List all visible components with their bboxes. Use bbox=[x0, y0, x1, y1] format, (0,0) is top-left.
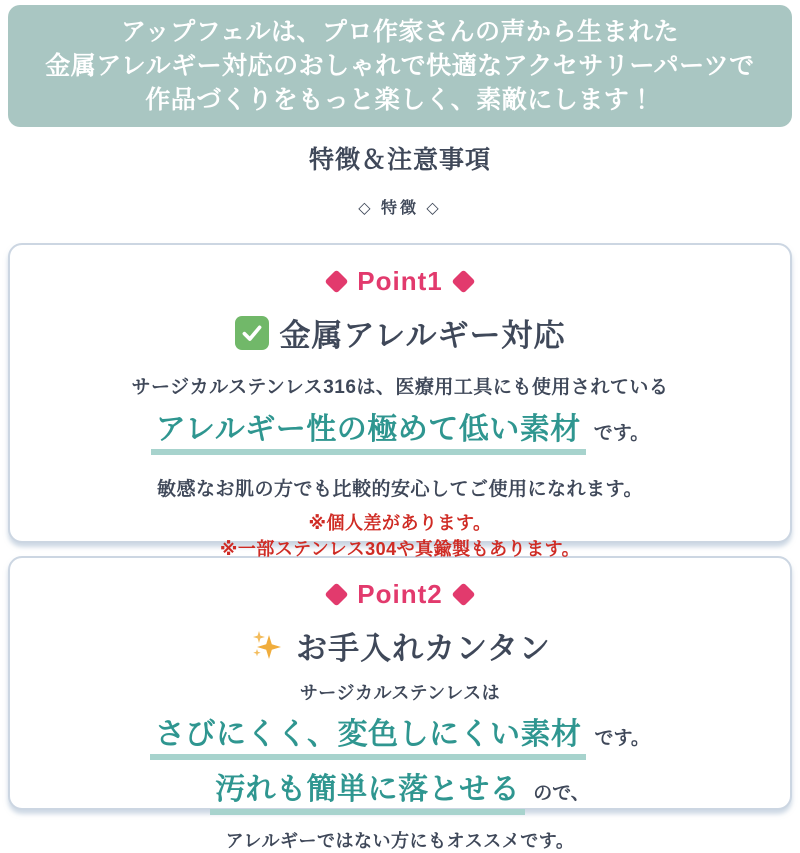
feature-card-point1 bbox=[8, 243, 792, 559]
banner-line: 作品づくりをもっと楽しく、素敵にします！ bbox=[145, 86, 655, 114]
card1-heading-text: 金属アレルギー対応 bbox=[279, 318, 566, 353]
check-icon bbox=[235, 316, 269, 350]
diamond-icon bbox=[451, 582, 475, 606]
card1-intro: サージカルステンレス316は、医療用工具にも使用されている bbox=[131, 377, 669, 398]
card2-highlight-2-suffix: ので、 bbox=[533, 783, 590, 804]
diamond-icon bbox=[325, 269, 349, 293]
intro-banner bbox=[8, 5, 792, 127]
card1-heading bbox=[10, 310, 790, 355]
section-title: 特徴＆注意事項 bbox=[308, 146, 491, 174]
card1-notes bbox=[10, 510, 790, 562]
card1-reassurance: 敏感なお肌の方でも比較的安心してご使用になれます。 bbox=[157, 479, 643, 500]
card2-intro: サージカルステンレスは bbox=[299, 683, 501, 703]
card2-highlight-1: さびにくく、変色しにくい素材 bbox=[150, 709, 586, 760]
card2-highlight-row-2 bbox=[10, 764, 790, 815]
card1-highlight: アレルギー性の極めて低い素材 bbox=[151, 404, 586, 455]
point2-header bbox=[10, 579, 790, 610]
banner-line: アップフェルは、プロ作家さんの声から生まれた bbox=[120, 18, 679, 46]
diamond-icon bbox=[325, 582, 349, 606]
note-line: ※一部ステンレス304や真鍮製もあります。 bbox=[219, 539, 581, 559]
note-line: ※個人差があります。 bbox=[308, 513, 492, 533]
point-label: Point2 bbox=[357, 579, 443, 609]
sparkles-icon bbox=[249, 628, 285, 664]
card2-reassurance: アレルギーではない方にもオススメです。 bbox=[225, 831, 575, 851]
diamond-icon bbox=[451, 269, 475, 293]
card1-highlight-suffix: です。 bbox=[593, 423, 650, 444]
feature-card-point2 bbox=[8, 556, 792, 851]
card1-highlight-row bbox=[10, 404, 790, 455]
card2-heading bbox=[10, 623, 790, 668]
card2-heading-text: お手入れカンタン bbox=[296, 631, 551, 666]
point-label: Point1 bbox=[357, 266, 443, 296]
card2-highlight-2: 汚れも簡単に落とせる bbox=[210, 764, 525, 815]
point1-header bbox=[10, 266, 790, 297]
card2-highlight-1-suffix: です。 bbox=[594, 728, 650, 749]
banner-line: 金属アレルギー対応のおしゃれで快適なアクセサリーパーツで bbox=[45, 52, 755, 80]
card2-highlight-row-1 bbox=[10, 709, 790, 760]
section-subtitle: ◇ 特徴 ◇ bbox=[358, 200, 442, 217]
